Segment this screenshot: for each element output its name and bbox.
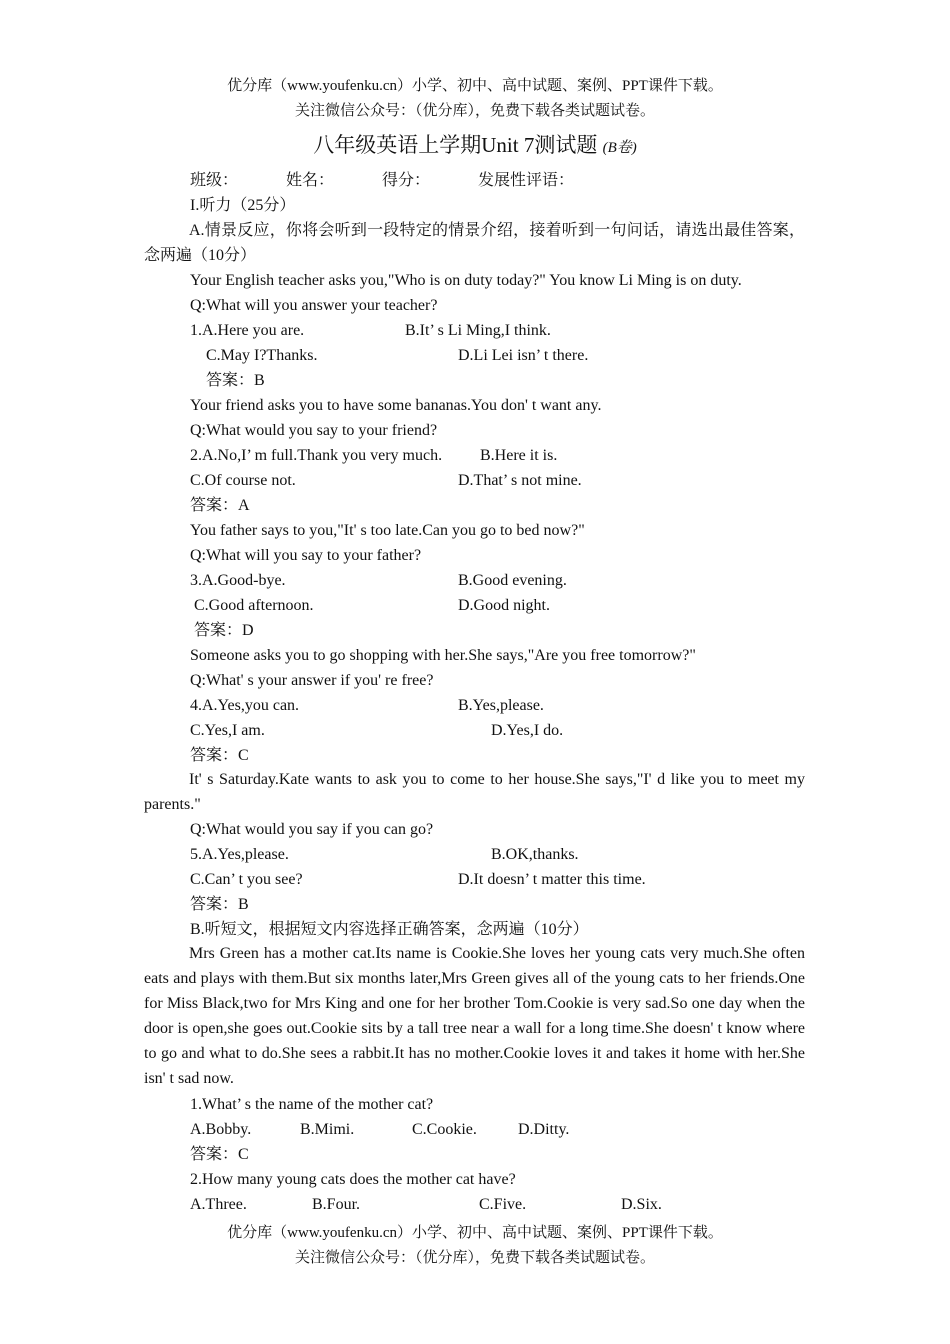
section-1-heading: I.听力（25分） [190, 197, 296, 214]
b-q2-option-c: C.Five. [479, 1196, 527, 1213]
footer-line-1: 优分库（www.youfenku.cn）小学、初中、高中试题、案例、PPT课件下载。 [227, 1225, 723, 1241]
q3-option-b: B.Good evening. [458, 572, 567, 589]
comment-label: 发展性评语： [478, 172, 575, 189]
q2-scene: Your friend asks you to have some bananas.You don' t want any. [190, 397, 602, 414]
q1-option-c: C.May I?Thanks. [206, 347, 318, 364]
b-q1-option-b: B.Mimi. [300, 1121, 355, 1138]
header-line-2: 关注微信公众号：（优分库），免费下载各类试题试卷。 [294, 103, 655, 119]
q5-option-c: C.Can’ t you see? [190, 871, 303, 888]
class-label: 班级： [190, 172, 239, 189]
q2-answer: 答案：A [190, 497, 250, 514]
score-label: 得分： [382, 172, 431, 189]
footer-line-2: 关注微信公众号：（优分库），免费下载各类试题试卷。 [294, 1250, 655, 1266]
q5-option-d: D.It doesn’ t matter this time. [458, 871, 646, 888]
page-title [0, 129, 950, 159]
q5-option-b: B.OK,thanks. [491, 846, 579, 863]
header-line-1: 优分库（www.youfenku.cn）小学、初中、高中试题、案例、PPT课件下载。 [227, 78, 723, 94]
part-a-instruction: A.情景反应，你将会听到一段特定的情景介绍，接着听到一句问话，请选出最佳答案，念两遍（10分） [144, 222, 805, 264]
q3-question: Q:What will you say to your father? [190, 547, 422, 564]
q3-option-a: 3.A.Good-bye. [190, 572, 286, 589]
q5-answer: 答案：B [190, 896, 249, 913]
b-q2-question: 2.How many young cats does the mother cat have? [190, 1171, 516, 1188]
part-b-passage: Mrs Green has a mother cat.Its name is Cookie.She loves her young cats very much.She often eats and plays with them.But six months later,Mrs Green gives all of the young cats to her friends.One for Miss Black,two for Mrs King and one for her brother Tom.Cookie is very sad.So one day when the door is open,she goes out.Cookie sits by a tall tree near a wall for a long time.She doesn' t know where to go and what to do.She sees a rabbit.It has no mother.Cookie loves it and takes it home with her.She isn' t sad now. [144, 945, 805, 1087]
q3-answer: 答案：D [194, 622, 254, 639]
student-info [190, 171, 618, 191]
q1-scene: Your English teacher asks you,"Who is on duty today?" You know Li Ming is on duty. [190, 272, 742, 289]
q2-option-c: C.Of course not. [190, 472, 296, 489]
q5-question: Q:What would you say if you can go? [190, 821, 434, 838]
q2-option-a: 2.A.No,I’ m full.Thank you very much. [190, 447, 443, 464]
q1-option-d: D.Li Lei isn’ t there. [458, 347, 589, 364]
b-q1-answer: 答案：C [190, 1146, 249, 1163]
q1-question: Q:What will you answer your teacher? [190, 297, 438, 314]
b-q2-option-b: B.Four. [312, 1196, 361, 1213]
part-b-instruction: B.听短文，根据短文内容选择正确答案，念两遍（10分） [190, 921, 589, 938]
q4-option-c: C.Yes,I am. [190, 722, 265, 739]
q2-option-b: B.Here it is. [480, 447, 558, 464]
b-q1-option-c: C.Cookie. [412, 1121, 477, 1138]
b-q1-option-a: A.Bobby. [190, 1121, 252, 1138]
q4-question: Q:What' s your answer if you' re free? [190, 672, 434, 689]
q1-answer: 答案：B [206, 372, 265, 389]
q4-option-d: D.Yes,I do. [491, 722, 564, 739]
title-main: 八年级英语上学期Unit 7测试题 [313, 133, 598, 157]
q4-option-b: B.Yes,please. [458, 697, 544, 714]
b-q1-option-d: D.Ditty. [518, 1121, 570, 1138]
b-q1-question: 1.What’ s the name of the mother cat? [190, 1096, 434, 1113]
q2-question: Q:What would you say to your friend? [190, 422, 438, 439]
q3-scene: You father says to you,"It' s too late.Can you go to bed now?" [190, 522, 585, 539]
q1-option-a: 1.A.Here you are. [190, 322, 305, 339]
b-q2-option-d: D.Six. [621, 1196, 662, 1213]
q1-option-b: B.It’ s Li Ming,I think. [405, 322, 551, 339]
q2-option-d: D.That’ s not mine. [458, 472, 582, 489]
q3-option-c: C.Good afternoon. [194, 597, 314, 614]
q5-scene: It' s Saturday.Kate wants to ask you to come to her house.She says,"I' d like you to meet my parents." [144, 771, 805, 813]
q3-option-d: D.Good night. [458, 597, 550, 614]
q4-scene: Someone asks you to go shopping with her.She says,"Are you free tomorrow?" [190, 647, 696, 664]
q4-answer: 答案：C [190, 747, 249, 764]
name-label: 姓名： [286, 172, 335, 189]
q5-option-a: 5.A.Yes,please. [190, 846, 289, 863]
b-q2-option-a: A.Three. [190, 1196, 247, 1213]
q4-option-a: 4.A.Yes,you can. [190, 697, 300, 714]
title-sub: (B卷) [602, 140, 637, 156]
